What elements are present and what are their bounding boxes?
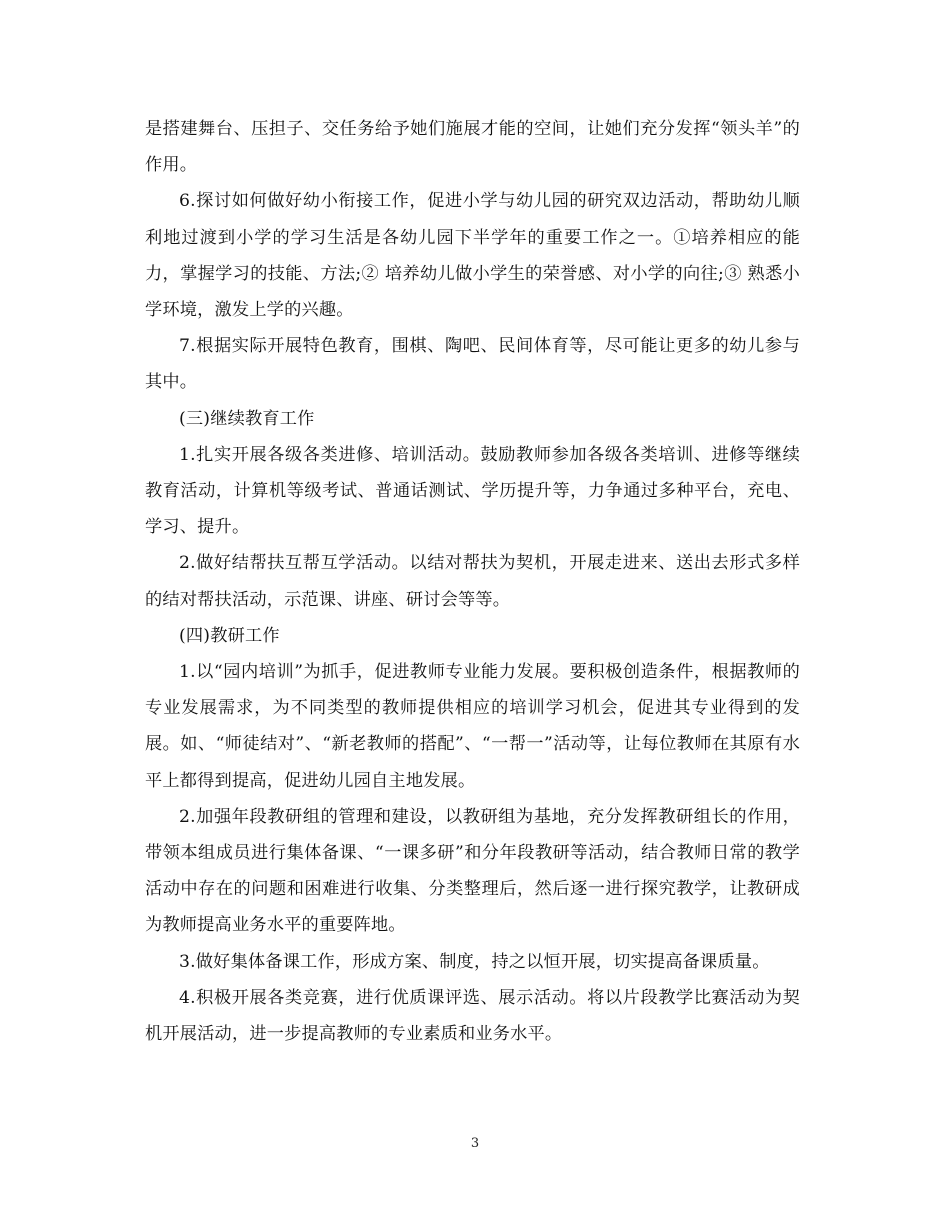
paragraph-continuing-education-1: 1.扎实开展各级各类进修、培训活动。鼓励教师参加各级各类培训、进修等继续教育活动，计算机等级考试、普通话测试、学历提升等，力争通过多种平台，充电、学习、提升。 <box>145 444 800 538</box>
paragraph-item-6: 6.探讨如何做好幼小衔接工作，促进小学与幼儿园的研究双边活动，帮助幼儿顺利地过渡到小学的学习生活是各幼儿园下半学年的重要工作之一。①培养相应的能力，掌握学习的技能、方法;② 培养幼儿做小学生的荣誉感、对小学的向往;③ 熟悉小学环境，激发上学的兴趣。 <box>145 191 800 321</box>
paragraph-teaching-research-1: 1.以“园内培训”为抓手，促进教师专业能力发展。要积极创造条件，根据教师的专业发展需求，为不同类型的教师提供相应的培训学习机会，促进其专业得到的发展。如、“师徒结对”、“新老教师的搭配”、“一帮一”活动等，让每位教师在其原有水平上都得到提高，促进幼儿园自主地发展。 <box>145 662 800 791</box>
section-heading-continuing-education: (三)继续教育工作 <box>179 408 315 429</box>
section-heading-teaching-research: (四)教研工作 <box>179 625 280 646</box>
page-number: 3 <box>470 1136 480 1151</box>
paragraph-item-7: 7.根据实际开展特色教育，围棋、陶吧、民间体育等，尽可能让更多的幼儿参与其中。 <box>145 336 800 393</box>
paragraph-teaching-research-3: 3.做好集体备课工作，形成方案、制度，持之以恒开展，切实提高备课质量。 <box>179 951 770 972</box>
paragraph-continuing-education-2: 2.做好结帮扶互帮互学活动。以结对帮扶为契机，开展走进来、送出去形式多样的结对帮扶活动，示范课、讲座、研讨会等等。 <box>145 553 800 610</box>
paragraph-teaching-research-4: 4.积极开展各类竞赛，进行优质课评选、展示活动。将以片段教学比赛活动为契机开展活动，进一步提高教师的专业素质和业务水平。 <box>145 987 800 1045</box>
paragraph-teaching-research-2: 2.加强年段教研组的管理和建设，以教研组为基地，充分发挥教研组长的作用，带领本组成员进行集体备课、“一课多研”和分年段教研等活动，结合教师日常的教学活动中存在的问题和困难进行收集、分类整理后，然后逐一进行探究教学，让教研成为教师提高业务水平的重要阵地。 <box>145 806 800 936</box>
document-body <box>145 111 800 1052</box>
paragraph-continuation: 是搭建舞台、压担子、交任务给予她们施展才能的空间，让她们充分发挥“领头羊”的作用。 <box>145 119 800 176</box>
